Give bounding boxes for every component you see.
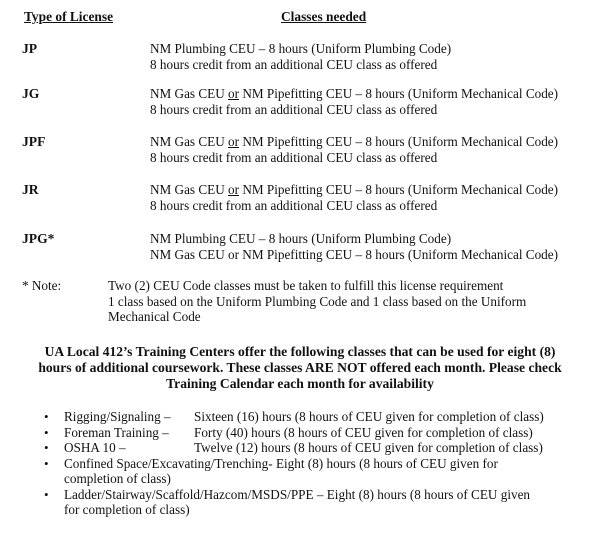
list-item — [0, 487, 600, 518]
list-item — [0, 440, 600, 456]
list-item — [0, 409, 600, 425]
list-item — [0, 425, 600, 441]
class-line: 8 hours credit from an additional CEU class as offered — [150, 101, 438, 117]
class-line: 8 hours credit from an additional CEU class as offered — [150, 56, 438, 72]
training-centers-statement — [20, 344, 580, 392]
header-type-of-license: Type of License — [24, 9, 114, 24]
class-line: NM Plumbing CEU – 8 hours (Uniform Plumbing Code) — [150, 41, 452, 56]
course-detail: Eight (8) hours (8 hours of CEU given — [326, 486, 531, 502]
note-label: * Note: — [22, 278, 62, 293]
bullet-icon: • — [44, 486, 49, 502]
note-line: Mechanical Code — [108, 309, 201, 324]
course-name: Foreman Training – — [64, 424, 169, 440]
license-code-jr: JR — [22, 182, 39, 197]
license-classes-jpg — [150, 231, 558, 262]
license-classes-jp — [150, 41, 451, 72]
course-name: Ladder/Stairway/Scaffold/Hazcom/MSDS/PPE – — [64, 486, 324, 502]
header-classes-needed: Classes needed — [281, 9, 367, 24]
note-line: 1 class based on the Uniform Plumbing Code and 1 class based on the Uniform — [108, 293, 527, 309]
course-detail: Sixteen (16) hours (8 hours of CEU given for completion of class) — [194, 409, 544, 424]
license-classes-jr — [150, 182, 558, 213]
course-name: Rigging/Signaling – — [64, 409, 171, 424]
bullet-icon: • — [44, 424, 49, 440]
list-item — [0, 456, 600, 487]
or-underlined: or — [228, 86, 240, 101]
course-list — [0, 409, 600, 518]
bullet-icon: • — [44, 440, 49, 455]
course-detail-continued: completion of class) — [64, 471, 171, 486]
class-line: NM Gas CEU or NM Pipefitting CEU – 8 hours (Uniform Mechanical Code) — [150, 134, 559, 149]
or-underlined: or — [228, 182, 240, 197]
note-text — [108, 278, 578, 325]
statement-line: UA Local 412’s Training Centers offer the following classes that can be used for eight (8) — [44, 344, 556, 359]
statement-line: Training Calendar each month for availability — [166, 376, 434, 391]
license-classes-jg — [150, 86, 558, 117]
course-detail-continued: for completion of class) — [64, 502, 190, 517]
class-line: 8 hours credit from an additional CEU class as offered — [150, 197, 438, 213]
bullet-icon: • — [44, 455, 49, 471]
course-detail: Forty (40) hours (8 hours of CEU given for completion of class) — [194, 424, 533, 440]
or-underlined: or — [228, 134, 240, 149]
license-code-jp: JP — [22, 41, 38, 56]
license-code-jg: JG — [22, 86, 40, 101]
statement-line: hours of additional coursework. These classes ARE NOT offered each month. Please check — [38, 360, 562, 375]
license-code-jpf: JPF — [22, 134, 46, 149]
note-line: Two (2) CEU Code classes must be taken to fulfill this license requirement — [108, 278, 504, 293]
course-detail: Twelve (12) hours (8 hours of CEU given for completion of class) — [194, 440, 543, 455]
license-code-jpg: JPG* — [22, 231, 55, 246]
course-detail: Eight (8) hours (8 hours of CEU given for — [275, 455, 498, 471]
course-name: OSHA 10 – — [64, 440, 126, 455]
class-line: NM Plumbing CEU – 8 hours (Uniform Plumbing Code) — [150, 231, 452, 246]
class-line: NM Gas CEU or NM Pipefitting CEU – 8 hours (Uniform Mechanical Code) — [150, 246, 559, 262]
class-line: NM Gas CEU or NM Pipefitting CEU – 8 hours (Uniform Mechanical Code) — [150, 182, 559, 197]
course-name: Confined Space/Excavating/Trenching- — [64, 455, 273, 471]
class-line: 8 hours credit from an additional CEU class as offered — [150, 149, 438, 165]
license-classes-jpf — [150, 134, 558, 165]
bullet-icon: • — [44, 409, 49, 424]
class-line: NM Gas CEU or NM Pipefitting CEU – 8 hours (Uniform Mechanical Code) — [150, 86, 559, 101]
